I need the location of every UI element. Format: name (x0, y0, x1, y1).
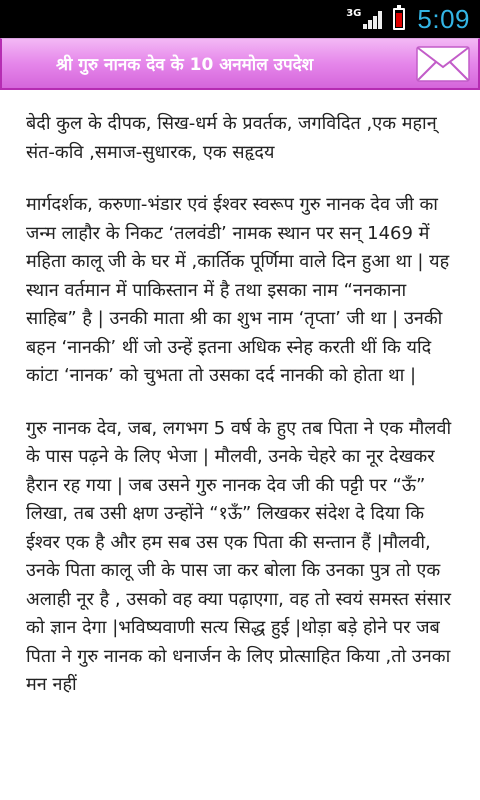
page-title: श्री गुरु नानक देव के 10 अनमोल उपदेश (56, 55, 314, 75)
app-header (0, 38, 480, 90)
status-time: 5:09 (417, 3, 470, 34)
network-type: 3G (346, 7, 362, 19)
status-bar (0, 0, 480, 38)
paragraph-3: गुरु नानक देव, जब, लगभग 5 वर्ष के हुए तब पिता ने एक मौलवी के पास पढ़ने के लिए भेजा | मौलवी, उनके चेहरे का नूर देखकर हैरान रह गया | जब उसने गुरु नानक देव जी की पट्टी पर “ऊँ” लिखा, तब उसी क्षण उन्होंने “१ऊँ” लिखकर संदेश दे दिया कि ईश्वर एक है और हम सब उस एक पिता की सन्तान हैं |मौलवी, उनके पिता कालू जी के पास जा कर बोला कि उनका पुत्र तो एक अलाही नूर है , उसको वह क्या पढ़ाएगा, वह तो स्वयं समस्त संसार को ज्ञान देगा |भविष्यवाणी सत्य सिद्ध हुई |थोड़ा बड़े होने पर जब पिता ने गुरु नानक को धनार्जन के लिए प्रोत्साहित किया ,तो उनका मन नहीं (26, 417, 452, 695)
article-content[interactable] (0, 90, 480, 800)
battery-icon (393, 8, 405, 30)
signal-icon (363, 9, 383, 29)
mail-envelope-icon[interactable] (416, 46, 470, 82)
paragraph-1: बेदी कुल के दीपक, सिख-धर्म के प्रवर्तक, जगविदित ,एक महान् संत-कवि ,समाज-सुधारक, एक सहृदय (26, 113, 437, 163)
paragraph-2: मार्गदर्शक, करुणा-भंडार एवं ईश्वर स्वरूप गुरु नानक देव जी का जन्म लाहौर के निकट ‘तलवंडी’ नामक स्थान पर सन् 1469 में महिता कालू जी के घर में ,कार्तिक पूर्णिमा वाले दिन हुआ था | यह स्थान वर्तमान में पाकिस्तान में है तथा इसका नाम “ननकाना साहिब” है | उनकी माता श्री का शुभ नाम ‘तृप्ता’ जी था | उनकी बहन ‘नानकी’ थीं जो उन्हें इतना अधिक स्नेह करती थीं कि यदि कांटा ‘नानक’ को चुभता तो उसका दर्द नानकी को होता था | (26, 194, 450, 386)
